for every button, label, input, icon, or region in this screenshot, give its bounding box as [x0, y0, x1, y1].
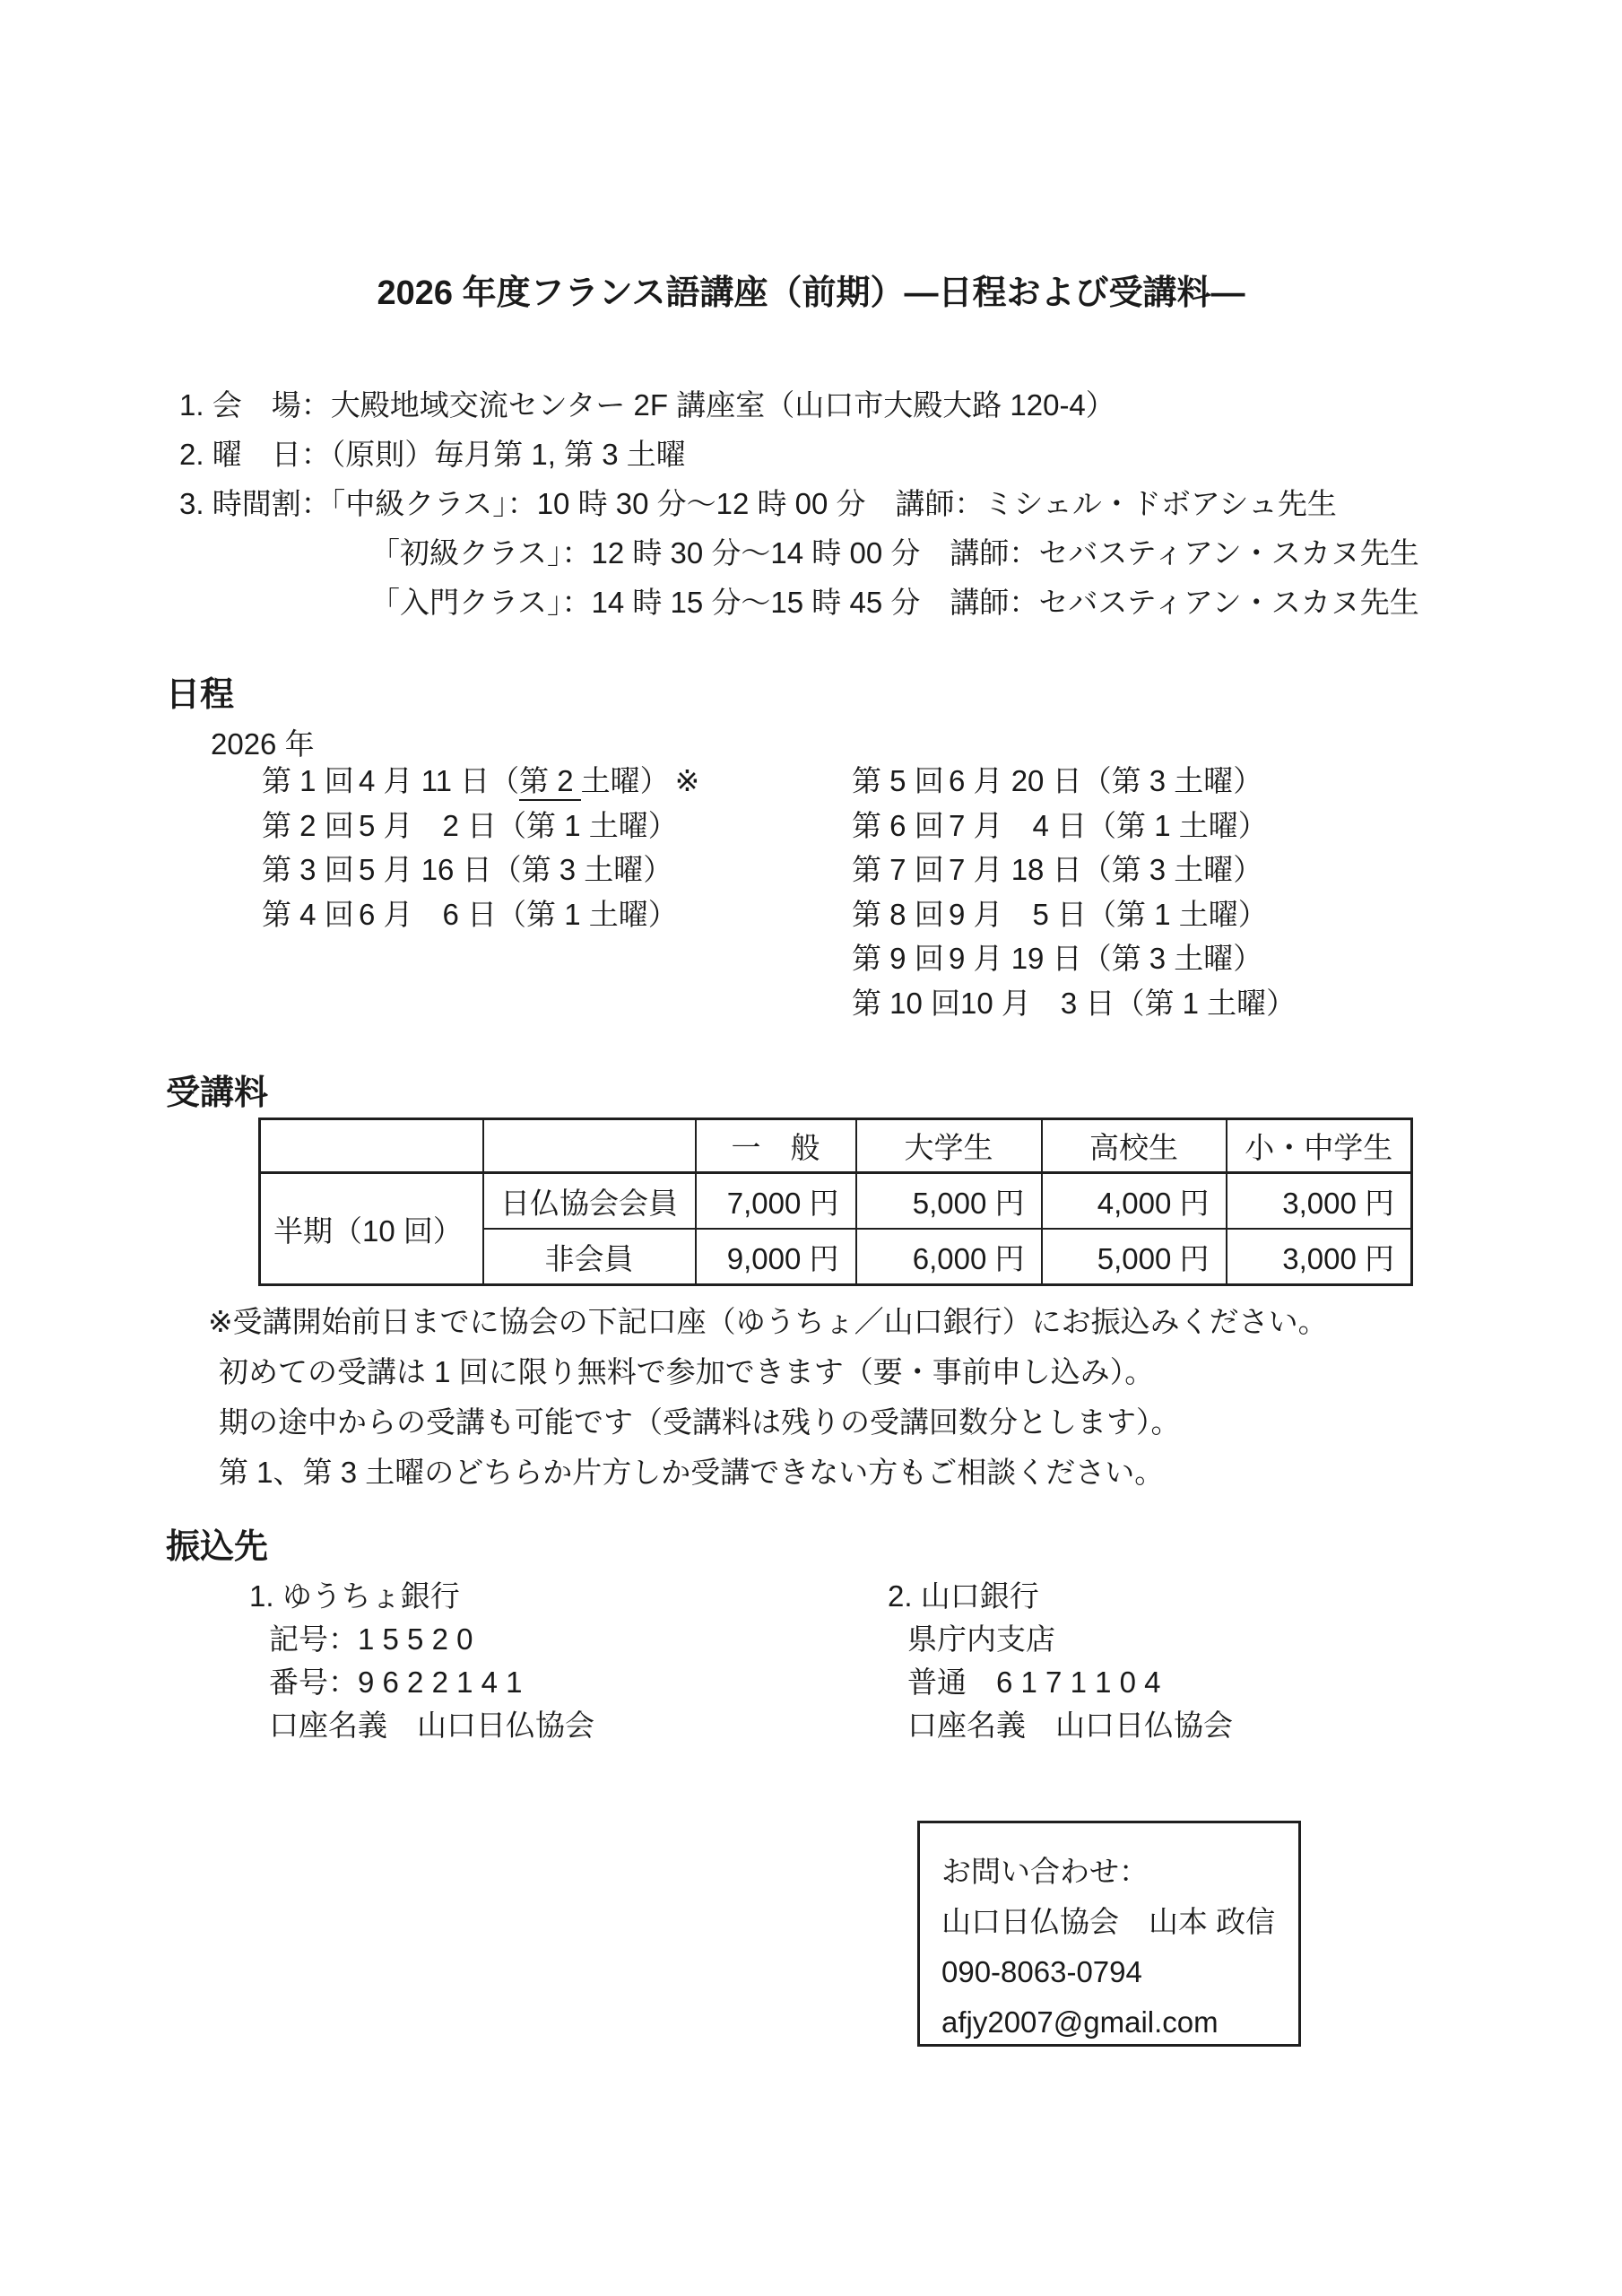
section-heading-schedule: 日程 [166, 676, 235, 714]
fee-value: 9,000 円 [696, 1229, 856, 1285]
session-date: 10 月 3 日（第 1 土曜） [960, 986, 1297, 1020]
session-number: 第 1 回 [262, 764, 354, 797]
bank-name: 2. 山口銀行 [888, 1579, 1039, 1613]
session-number: 第 10 回 [852, 986, 961, 1020]
fee-value: 4,000 円 [1042, 1173, 1227, 1230]
fee-note: 初めての受講は 1 回に限り無料で参加できます（要・事前申し込み）。 [219, 1355, 1155, 1388]
session-number: 第 9 回 [852, 942, 944, 975]
document-title: 2026 年度フランス語講座（前期）―日程および受講料― [377, 274, 1245, 312]
info-line-venue: 1. 会 場：大殿地域交流センター 2F 講座室（山口市大殿大路 120-4） [179, 388, 1115, 422]
fee-value: 6,000 円 [856, 1229, 1042, 1285]
fee-value: 5,000 円 [1042, 1229, 1227, 1285]
fee-note: 第 1、第 3 土曜のどちらか片方しか受講できない方もご相談ください。 [219, 1456, 1165, 1489]
contact-phone: 090-8063-0794 [941, 1955, 1142, 1988]
fee-value: 7,000 円 [696, 1173, 856, 1230]
session-number: 第 4 回 [262, 897, 354, 931]
session-date: 6 月 20 日（第 3 土曜） [949, 764, 1263, 797]
session-number: 第 2 回 [262, 808, 354, 842]
session-number: 第 3 回 [262, 853, 354, 886]
schedule-row [262, 848, 699, 892]
fees-table-header-row [260, 1119, 1412, 1173]
session-date-tail: 土曜） [580, 764, 670, 797]
schedule-column-left [262, 759, 699, 936]
col-header-general: 一 般 [696, 1119, 856, 1173]
fee-note: ※受講開始前日までに協会の下記口座（ゆうちょ／山口銀行）にお振込みください。 [208, 1305, 1328, 1338]
fee-value: 5,000 円 [856, 1173, 1042, 1230]
section-heading-fees: 受講料 [166, 1074, 269, 1112]
session-date: 6 月 6 日（第 1 土曜） [359, 897, 678, 931]
section-heading-transfer: 振込先 [166, 1528, 269, 1566]
session-date: 4 月 11 日（ [359, 764, 520, 797]
contact-email: afjy2007@gmail.com [941, 2005, 1219, 2039]
row-label-member: 日仏協会会員 [483, 1173, 696, 1230]
bank-yucho [249, 1575, 594, 1747]
info-line-timetable: 3. 時間割：「中級クラス」：10 時 30 分～12 時 00 分 講師：ミシェル・ドボアシュ先生 [179, 487, 1337, 520]
bank-detail-line: 口座名義 山口日仏協会 [269, 1709, 594, 1742]
session-date: 7 月 18 日（第 3 土曜） [949, 853, 1263, 886]
fee-value: 3,000 円 [1227, 1173, 1412, 1230]
bank-name: 1. ゆうちょ銀行 [249, 1579, 460, 1613]
session-date: 7 月 4 日（第 1 土曜） [949, 808, 1268, 842]
session-number: 第 7 回 [852, 853, 944, 886]
empty-cell [483, 1119, 696, 1173]
fee-value: 3,000 円 [1227, 1229, 1412, 1285]
schedule-row [262, 759, 699, 804]
schedule-row [852, 804, 1296, 848]
fees-group-label: 半期（10 回） [260, 1173, 483, 1285]
schedule-row [262, 804, 699, 848]
col-header-university: 大学生 [856, 1119, 1042, 1173]
schedule-year: 2026 年 [211, 727, 315, 761]
bank-detail-line: 県庁内支店 [907, 1622, 1055, 1656]
row-label-nonmember: 非会員 [483, 1229, 696, 1285]
contact-box [917, 1821, 1301, 2047]
schedule-row [852, 848, 1296, 892]
contact-person: 山口日仏協会 山本 政信 [941, 1905, 1276, 1938]
schedule-row [852, 892, 1296, 937]
schedule-row [852, 759, 1296, 804]
reference-mark: ※ [674, 764, 700, 797]
underlined-week: 第 2 [519, 764, 581, 801]
fees-table [258, 1118, 1413, 1286]
contact-label: お問い合わせ： [941, 1855, 1149, 1888]
session-date: 9 月 19 日（第 3 土曜） [949, 942, 1263, 975]
schedule-row [262, 892, 699, 937]
schedule-row [852, 936, 1296, 981]
col-header-elementary: 小・中学生 [1227, 1119, 1412, 1173]
bank-yamaguchi [888, 1575, 1233, 1747]
fees-table-row-member [260, 1173, 1412, 1230]
info-line-intro-class: 「入門クラス」：14 時 15 分～15 時 45 分 講師：セバスティアン・スカヌ先生 [370, 586, 1419, 619]
session-date: 5 月 16 日（第 3 土曜） [359, 853, 673, 886]
info-list [179, 380, 1419, 627]
session-number: 第 5 回 [852, 764, 944, 797]
bank-detail-line: 番号：9 6 2 2 1 4 1 [269, 1665, 523, 1699]
col-header-highschool: 高校生 [1042, 1119, 1227, 1173]
empty-cell [260, 1119, 483, 1173]
session-number: 第 6 回 [852, 808, 944, 842]
schedule-row [852, 981, 1296, 1026]
bank-detail-line: 口座名義 山口日仏協会 [907, 1709, 1233, 1742]
schedule-column-right [852, 759, 1296, 1025]
session-date: 5 月 2 日（第 1 土曜） [359, 808, 678, 842]
info-line-beginner-class: 「初級クラス」：12 時 30 分～14 時 00 分 講師：セバスティアン・スカヌ先生 [370, 536, 1419, 570]
bank-detail-line: 記号：1 5 5 2 0 [269, 1622, 473, 1656]
bank-detail-line: 普通 6 1 7 1 1 0 4 [907, 1665, 1161, 1699]
session-date: 9 月 5 日（第 1 土曜） [949, 897, 1268, 931]
fee-notes [208, 1297, 1328, 1498]
fee-note: 期の途中からの受講も可能です（受講料は残りの受講回数分とします）。 [219, 1405, 1181, 1439]
info-line-day: 2. 曜 日：（原則）毎月第 1, 第 3 土曜 [179, 438, 686, 471]
session-number: 第 8 回 [852, 897, 944, 931]
